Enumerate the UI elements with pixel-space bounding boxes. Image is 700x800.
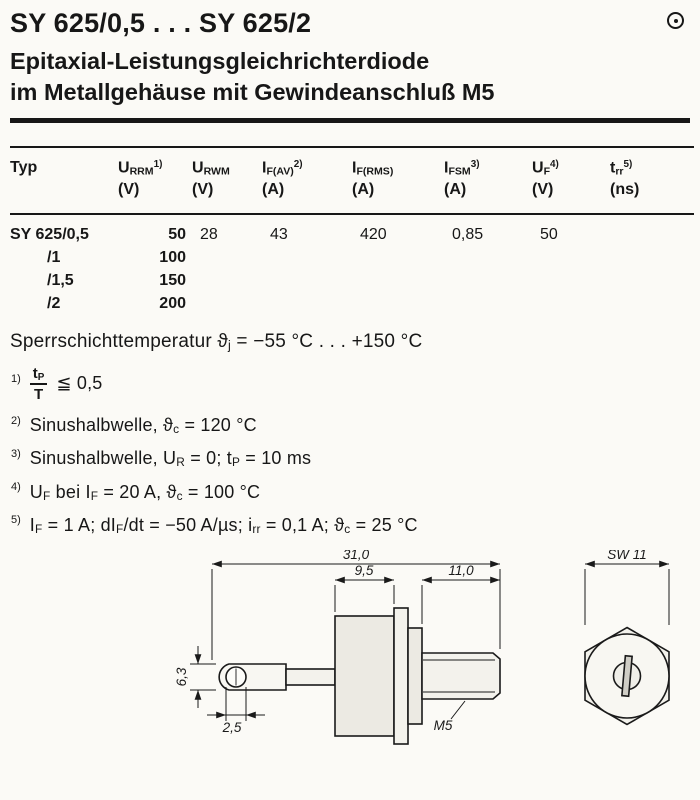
cell-typ: /1 (47, 248, 61, 266)
col-header-trr: $t_{rr}^{5)}$ (ns) (610, 147, 694, 213)
cell-typ: SY 625/0,5 (10, 225, 89, 243)
cell-urrm: 200 (159, 294, 186, 312)
col-header-urwm: $U_{RWM}$ (V) (192, 147, 262, 213)
footnote-2 (10, 415, 690, 436)
cell-urrm: 150 (159, 271, 186, 289)
footnote-marker: 3) (11, 448, 21, 461)
col-header-if-av: $I_{F(AV)}^{2)}$ (A) (262, 147, 352, 213)
spec-table (10, 146, 694, 314)
footnote-text: ≦ 0,5 (56, 373, 103, 394)
col-header-urrm: $U_{RRM}^{1)}$ (V) (118, 147, 192, 213)
thread-label: M5 (433, 717, 453, 733)
footnote-marker: 5) (11, 514, 21, 527)
diode-end-view (585, 627, 669, 724)
cell-urrm: 50 (168, 225, 186, 243)
cell-typ: /2 (47, 294, 61, 312)
col-header-ifsm: $I_{FSM}^{3)}$ (A) (444, 147, 532, 213)
wrench-size-label: SW 11 (607, 549, 647, 562)
footnote-text: Sinushalbwelle, $U_R = 0$; $t_P = 10$ ms (29, 448, 312, 470)
circled-dot-icon (667, 12, 684, 29)
table-row (10, 214, 694, 246)
cell-if-av: 28 (200, 225, 218, 243)
footnote-marker: 1) (11, 372, 21, 385)
flange (394, 608, 408, 744)
lead (286, 669, 335, 685)
header-row (10, 147, 694, 213)
package-drawing (2, 550, 700, 762)
footnote-5 (10, 515, 690, 536)
subtitle (10, 46, 690, 107)
footnote-marker: 4) (11, 481, 21, 494)
footnote-3 (10, 448, 690, 469)
footnote-text: $I_F = 1$ A; $dI_F/dt = -50$ A/µs; $i_{rr} = 0,1$ A; $ϑ_c = 25$ °C (29, 514, 418, 536)
col-header-uf: $U_F^{4)}$ (V) (532, 147, 610, 213)
col-header-typ: Typ (10, 147, 118, 213)
subtitle-line-2: im Metallgehäuse mit Gewindeanschluß M5 (10, 78, 495, 105)
cell-uf: 0,85 (452, 225, 484, 243)
footnote-text: Sinushalbwelle, $ϑ_c = 120$ °C (29, 415, 257, 437)
subtitle-line-1: Epitaxial-Leistungsgleichrichterdiode (10, 48, 430, 74)
col-header-if-rms: $I_{F(RMS)}$ (A) (352, 147, 444, 213)
cell-trr: 50 (540, 225, 558, 243)
body-cylinder (335, 616, 394, 736)
thick-rule (10, 118, 690, 123)
dim-label-stud-length: 11,0 (448, 562, 474, 578)
cell-ifsm: 420 (360, 225, 387, 243)
dim-label-tab-height: 6,3 (174, 667, 189, 687)
footnote-4 (10, 482, 690, 503)
page-title: SY 625/0,5 . . . SY 625/2 (10, 8, 312, 38)
footnote-marker: 2) (11, 414, 21, 427)
cell-urrm: 100 (159, 248, 186, 266)
title-row (10, 8, 690, 39)
footnote-1 (10, 365, 690, 404)
washer-step (408, 628, 422, 724)
junction-temperature-line: Sperrschichttemperatur $ϑ_j = -55$ °C . . . +150 °C (10, 330, 423, 352)
cell-typ: /1,5 (47, 271, 74, 289)
cell-if-rms: 43 (270, 225, 288, 243)
dim-label-body-length: 9,5 (354, 562, 374, 578)
fraction-tp-over-t: $\frac{t_P}{T}$ (30, 365, 48, 404)
footnote-text: $U_F$ bei $I_F = 20$ A, $ϑ_c = 100$ °C (29, 481, 261, 503)
dim-label-overall-length: 31,0 (342, 549, 370, 562)
dim-label-hole: 2,5 (222, 719, 242, 735)
diode-side-view (219, 608, 500, 744)
